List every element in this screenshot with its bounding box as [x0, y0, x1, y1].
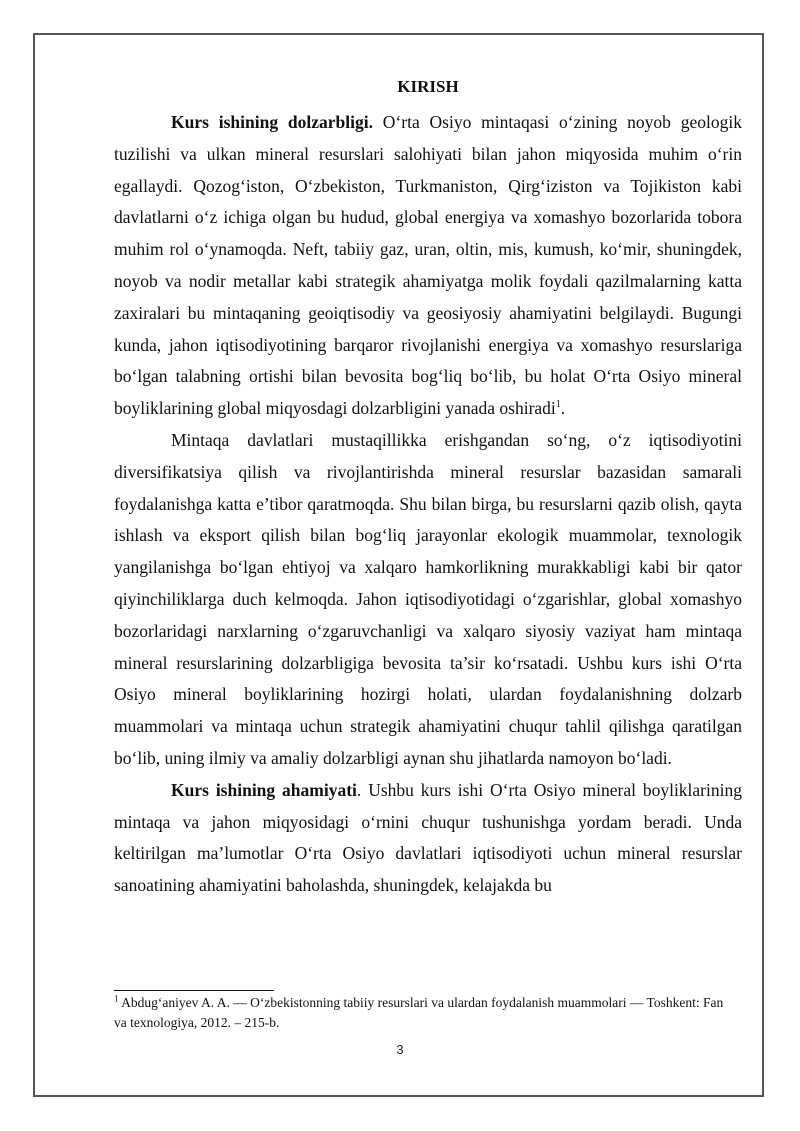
- footnote-mark: 1: [114, 993, 119, 1004]
- paragraph-region-states: [114, 425, 742, 775]
- paragraph-lead: Kurs ishining dolzarbligi.: [171, 112, 373, 132]
- footnote-text: Abdug‘aniyev A. A. — O‘zbekistonning tabiiy resurslari va ulardan foydalanish muammolari — Toshkent: Fan va texnologiya, 2012. – 215-b.: [114, 995, 724, 1030]
- page-number: 3: [396, 1042, 404, 1057]
- paragraph-importance: [114, 775, 742, 902]
- paragraph-text: O‘rta Osiyo mintaqasi o‘zining noyob geologik tuzilishi va ulkan mineral resurslari salohiyati bilan jahon miqyosida muhim o‘rin egallaydi. Qozog‘iston, O‘zbekiston, Turkmaniston, Qirg‘iziston va Tojikiston kabi davlatlarni o‘z ichiga olgan bu hudud, global energiya va xomashyo bozorlarida tobora muhim rol o‘ynamoqda. Neft, tabiiy gaz, uran, oltin, mis, kumush, ko‘mir, shuningdek, noyob va nodir metallar kabi strategik ahamiyatga molik foydali qazilmalarning katta zaxiralari bu mintaqaning geoiqtisodiy va geosiyosiy ahamiyatini belgilaydi. Bugungi kunda, jahon iqtisodiyotining barqaror rivojlanishi energiya va xomashyo resurslariga bo‘lgan talabning ortishi bilan bevosita bog‘liq bo‘lib, bu holat O‘rta Osiyo mineral boyliklarining global miqyosdagi dolzarbligini yanada oshiradi: [114, 112, 742, 419]
- paragraph-lead: Kurs ishining ahamiyati: [171, 779, 357, 800]
- footnote-separator: [114, 990, 274, 991]
- document-body: [114, 72, 742, 902]
- footnote-reference[interactable]: 1: [555, 399, 561, 411]
- footnote: [114, 993, 734, 1033]
- paragraph-relevance: [114, 107, 742, 425]
- paragraph-end: .: [560, 398, 566, 419]
- paragraph-text: Mintaqa davlatlari mustaqillikka erishgandan so‘ng, o‘z iqtisodiyotini diversifikatsiya qilish va rivojlantirishda mineral resurslar bazasidan samarali foydalanishga katta e’tibor qaratmoqda. Shu bilan birga, bu resurslarni qazib olish, qayta ishlash va eksport qilish bilan bog‘liq jarayonlar ekologik muammolar, texnologik yangilanishga bo‘lgan ehtiyoj va xalqaro hamkorlikning murakkabligi kabi bir qator qiyinchiliklarga duch kelmoqda. Jahon iqtisodiyotidagi o‘zgarishlar, global xomashyo bozorlaridagi narxlarning o‘zgaruvchanligi va xalqaro siyosiy vaziyat ham mintaqa mineral resurslarining dolzarbligiga bevosita ta’sir ko‘rsatadi. Ushbu kurs ishi O‘rta Osiyo mineral boyliklarining hozirgi holati, ulardan foydalanishning dolzarb muammolari va mintaqa uchun strategik ahamiyatini chuqur tahlil qilishga qaratilgan bo‘lib, uning ilmiy va amaliy dolzarbligi aynan shu jihatlarda namoyon bo‘ladi.: [114, 429, 742, 768]
- section-title: KIRISH: [397, 77, 459, 96]
- paragraph-text: . Ushbu kurs ishi O‘rta Osiyo mineral boyliklarining mintaqa va jahon miqyosidagi o‘rnini chuqur tushunishga yordam beradi. Unda keltirilgan ma’lumotlar O‘rta Osiyo davlatlari iqtisodiyoti uchun mineral resurslar sanoatining ahamiyatini baholashda, shuningdek, kelajakda bu: [114, 779, 742, 896]
